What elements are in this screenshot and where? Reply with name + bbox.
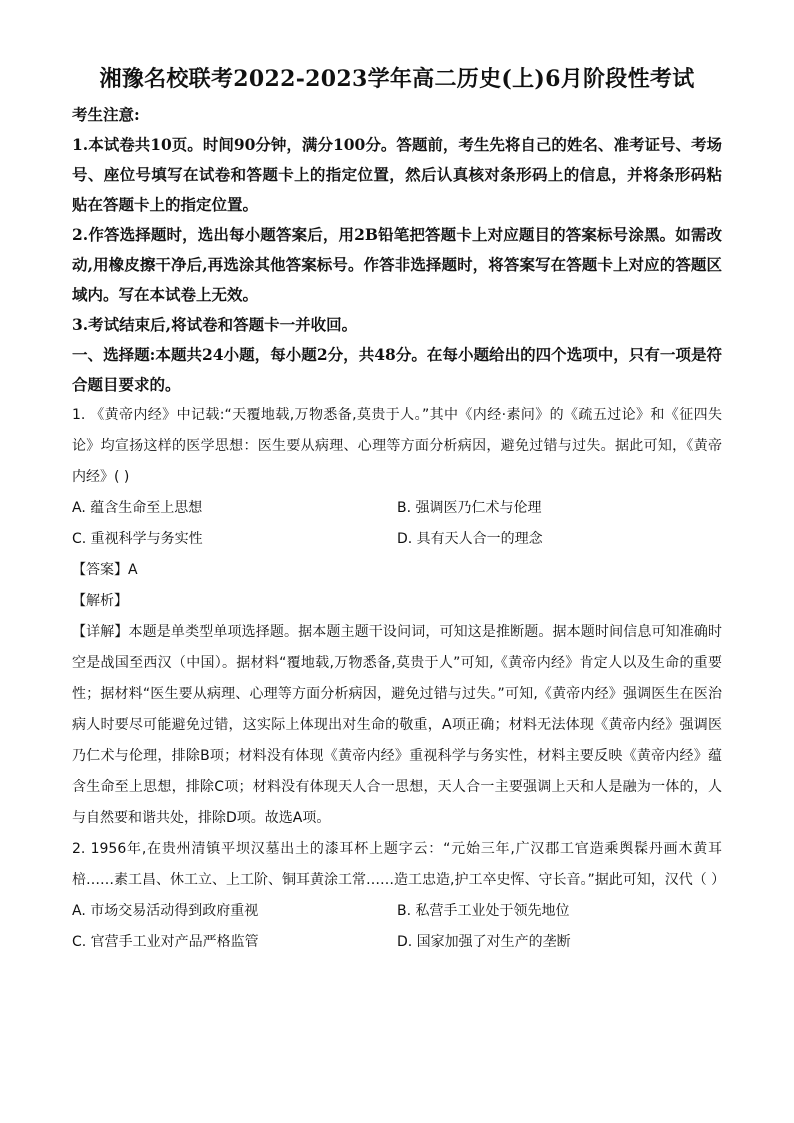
question-1	[72, 400, 722, 834]
page-title: 湘豫名校联考2022-2023学年高二历史(上)6月阶段性考试	[99, 66, 695, 92]
option-a: A. 市场交易活动得到政府重视	[72, 903, 259, 919]
option-c: C. 重视科学与务实性	[72, 531, 203, 547]
question-1-stem: 1. 《黄帝内经》中记载:“天覆地载,万物悉备,莫贵于人。”其中《内经·素问》的《疏五过论》和《征四失论》均宣扬这样的医学思想：医生要从病理、心理等方面分析病因，避免过错与过失。据此可知，《黄帝内经》( )	[72, 407, 722, 485]
notice-heading: 考生注意:	[72, 105, 140, 124]
question-1-options	[72, 493, 722, 555]
notice-item-1: 1.本试卷共10页。时间90分钟，满分100分。答题前，考生先将自己的姓名、准考证号、考场号、座位号填写在试卷和答题卡上的指定位置，然后认真核对条形码上的信息，并将条形码粘贴在答题卡上的指定位置。	[72, 135, 722, 214]
section-heading: 一、选择题:本题共24小题，每小题2分，共48分。在每小题给出的四个选项中，只有一项是符合题目要求的。	[72, 345, 722, 394]
option-a: A. 蕴含生命至上思想	[72, 500, 203, 516]
option-c: C. 官营手工业对产品严格监管	[72, 934, 259, 950]
detail-explanation: 【详解】本题是单类型单项选择题。据本题主题干设问词，可知这是推断题。据本题时间信息可知准确时空是战国至西汉（中国）。据材料“覆地载,万物悉备,莫贵于人”可知,《黄帝内经》肯定人以及生命的重要性；据材料“医生要从病理、心理等方面分析病因，避免过错与过失。”可知,《黄帝内经》强调医生在医治病人时要尽可能避免过错，这实际上体现出对生命的敬重，A项正确；材料无法体现《黄帝内经》强调医乃仁术与伦理，排除B项；材料没有体现《黄帝内经》重视科学与务实性，材料主要反映《黄帝内经》蕴含生命至上思想，排除C项；材料没有体现天人合一思想，天人合一主要强调上天和人是融为一体的，人与自然要和谐共处，排除D项。故选A项。	[72, 624, 722, 826]
notice-item-3: 3.考试结束后,将试卷和答题卡一并收回。	[72, 315, 358, 334]
option-b: B. 强调医乃仁术与伦理	[397, 500, 542, 516]
question-2-options	[72, 896, 722, 958]
analysis-label: 【解析】	[72, 593, 128, 609]
question-2-stem: 2. 1956年,在贵州清镇平坝汉墓出土的漆耳杯上题字云：“元始三年,广汉郡工官造乘舆髹丹画木黄耳棓……素工昌、休工立、上工阶、铜耳黄涂工常……造工忠造,护工卒史恽、守长音。”据此可知，汉代（ ）	[72, 841, 726, 888]
option-d: D. 具有天人合一的理念	[397, 531, 543, 547]
answer-label: 【答案】A	[72, 562, 138, 578]
option-d: D. 国家加强了对生产的垄断	[397, 934, 571, 950]
question-2	[72, 834, 726, 958]
notice-item-2: 2.作答选择题时，选出每小题答案后，用2B铅笔把答题卡上对应题目的答案标号涂黑。如需改动,用橡皮擦干净后,再选涂其他答案标号。作答非选择题时，将答案写在答题卡上对应的答题区域内。写在本试卷上无效。	[72, 225, 722, 304]
option-b: B. 私营手工业处于领先地位	[397, 903, 570, 919]
